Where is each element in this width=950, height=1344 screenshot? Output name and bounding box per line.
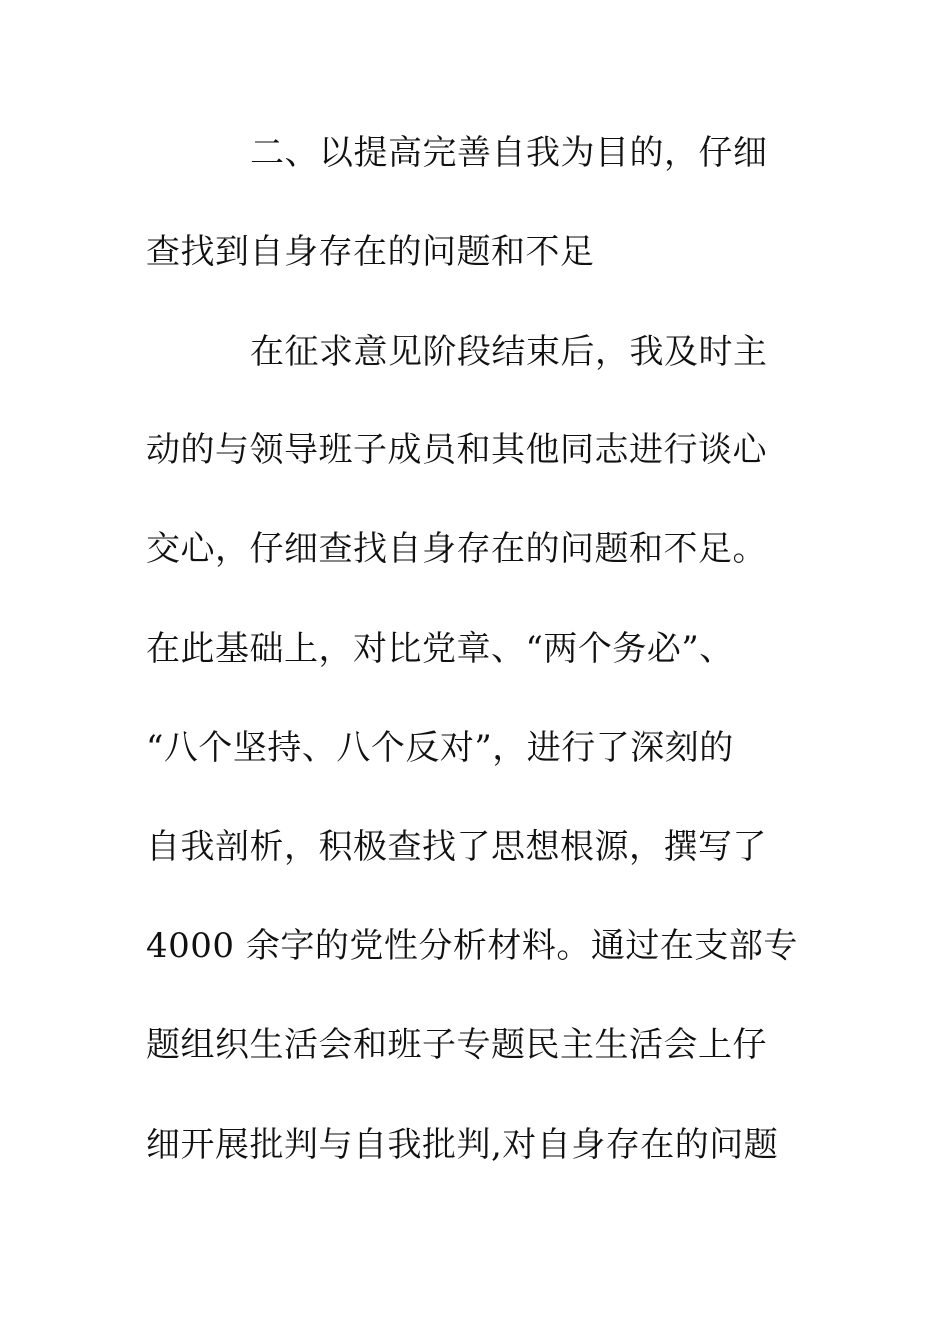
section-heading-line-2: 查找到自身存在的问题和不足 [146,232,595,272]
paragraph-line-2: 动的与领导班子成员和其他同志进行谈心 [146,430,767,470]
paragraph-line-1: 在征求意见阶段结束后，我及时主 [250,332,768,372]
paragraph-line-4: 在此基础上，对比党章、“两个务必”、 [146,629,734,669]
paragraph-line-5: “八个坚持、八个反对”，进行了深刻的 [146,728,734,768]
paragraph-line-8: 题组织生活会和班子专题民主生活会上仔 [146,1025,767,1065]
paragraph-line-6: 自我剖析，积极查找了思想根源，撰写了 [146,827,767,867]
paragraph-line-9: 细开展批判与自我批判,对自身存在的问题 [146,1125,779,1165]
paragraph-line-7: 4000 余字的党性分析材料。通过在支部专 [146,926,798,966]
paragraph-line-3: 交心，仔细查找自身存在的问题和不足。 [146,529,767,569]
section-heading-line-1: 二、以提高完善自我为目的，仔细 [250,133,768,173]
